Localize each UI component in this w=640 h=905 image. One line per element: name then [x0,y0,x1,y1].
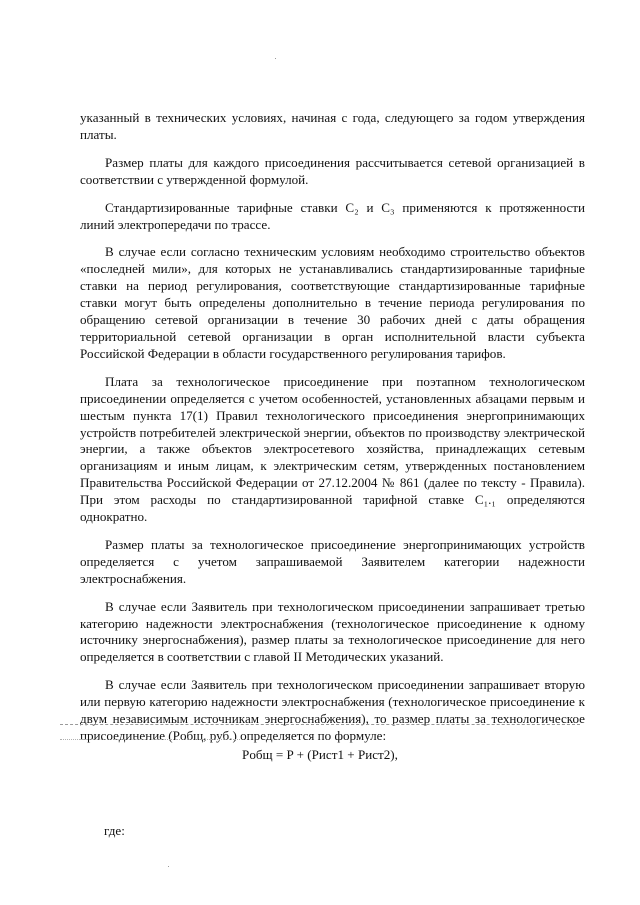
scan-artifact-line [60,724,580,725]
formula: Pобщ = P + (Pист1 + Pист2), [242,747,398,762]
paragraph-7: В случае если Заявитель при технологическом присоединении запрашивает третью категорию надежности электроснабжения (технологическое присоединение к одному источнику энергоснабжения), размер платы за технологическое присоединение для него определяется в соответствии с главой II Методических указаний. [80,598,585,665]
paragraph-8: В случае если Заявитель при технологическом присоединении запрашивает вторую или первую категорию надежности электроснабжения (технологическое присоединение к двум независимым источникам энергоснабжения), то размер платы за технологическое присоединение (Pобщ, руб.) определяется по формуле: [80,677,585,743]
paragraph-6: Размер платы за технологическое присоединение энергопринимающих устройств определяется с учетом запрашиваемой Заявителем категории надежности электроснабжения. [80,536,585,586]
scan-artifact-line [60,739,240,740]
paragraph-4: В случае если согласно техническим условиям необходимо строительство объектов «последней мили», для которых не устанавливались стандартизированные тарифные ставки на период регулирования, соответствующие стандартизированные тарифные ставки могут быть определены дополнительно в течение периода регулирования по обращению сетевой организации в течение 30 рабочих дней с даты обращения территориальной сетевой организации в орган исполнительной власти субъекта Российской Федерации в области государственного регулирования тарифов. [80,244,585,361]
body-text [80,110,585,756]
paragraph-2: Размер платы для каждого присоединения рассчитывается сетевой организацией в соответствии с утвержденной формулой. [80,154,585,187]
paragraph-3: Стандартизированные тарифные ставки С₂ и С₃ применяются к протяженности линий электропередачи по трассе. [80,199,585,232]
where-label: где: [104,823,125,838]
scan-speck [275,58,276,59]
paragraph-1: указанный в технических условиях, начиная с года, следующего за годом утверждения платы. [80,110,585,142]
scan-speck [168,866,169,867]
paragraph-5: Плата за технологическое присоединение при поэтапном технологическом присоединении определяется с учетом особенностей, установленных абзацами первым и шестым пункта 17(1) Правил технологического присоединения энергопринимающих устройств потребителей электрической энергии, объектов по производству электрической энергии, а также объектов электросетевого хозяйства, принадлежащих сетевым организациям и иным лицам, к электрическим сетям, утвержденных постановлением Правительства Российской Федерации от 27.12.2004 № 861 (далее по тексту - Правила). При этом расходы по стандартизированной тарифной ставке С₁.₁ определяются однократно. [80,373,585,525]
